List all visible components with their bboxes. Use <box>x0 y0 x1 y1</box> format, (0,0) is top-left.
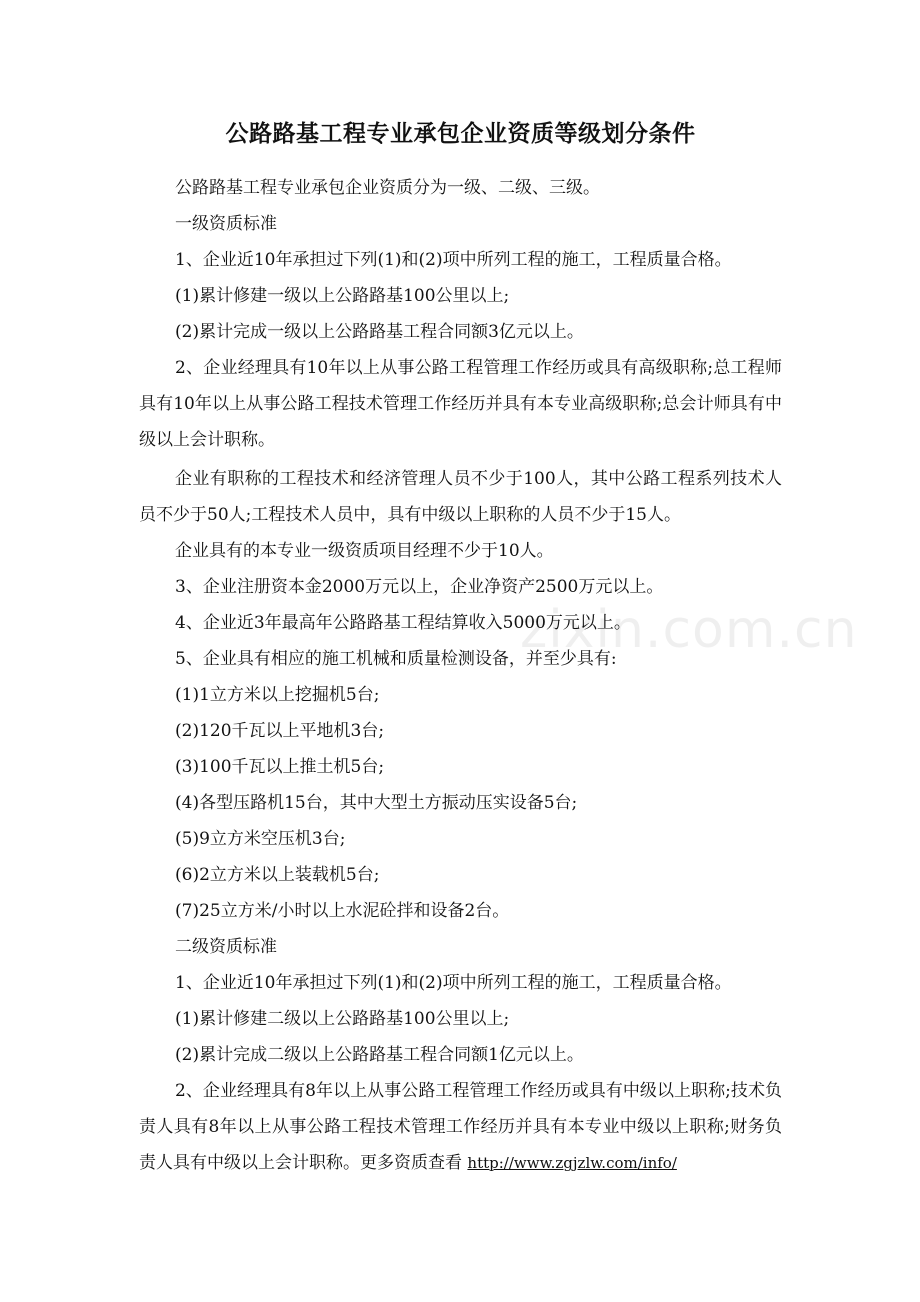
paragraph-l1-equip-6: (6)2立方米以上装载机5台; <box>175 865 380 885</box>
heading-level-two-standard: 二级资质标准 <box>175 937 277 957</box>
paragraph-l2-item-2 <box>139 1073 782 1181</box>
paragraph-intro: 公路路基工程专业承包企业资质分为一级、二级、三级。 <box>175 178 600 198</box>
paragraph-l1-staff: 企业有职称的工程技术和经济管理人员不少于100人，其中公路工程系列技术人员不少于50人;工程技术人员中，具有中级以上职称的人员不少于15人。 <box>139 469 782 525</box>
paragraph-l1-item-1: 1、企业近10年承担过下列(1)和(2)项中所列工程的施工，工程质量合格。 <box>175 250 732 270</box>
paragraph-l2-item-1: 1、企业近10年承担过下列(1)和(2)项中所列工程的施工，工程质量合格。 <box>175 973 732 993</box>
info-link[interactable]: http://www.zgjzlw.com/info/ <box>467 1154 677 1172</box>
paragraph-l1-equip-5: (5)9立方米空压机3台; <box>175 829 346 849</box>
paragraph-l1-sub-1: (1)累计修建一级以上公路路基100公里以上; <box>175 286 510 306</box>
paragraph-l1-sub-2: (2)累计完成一级以上公路路基工程合同额3亿元以上。 <box>175 322 584 342</box>
document-title: 公路路基工程专业承包企业资质等级划分条件 <box>225 121 696 147</box>
paragraph-l2-sub-2: (2)累计完成二级以上公路路基工程合同额1亿元以上。 <box>175 1045 584 1065</box>
paragraph-l1-managers: 企业具有的本专业一级资质项目经理不少于10人。 <box>175 541 554 561</box>
document-page <box>139 112 782 1181</box>
paragraph-l1-equip-3: (3)100千瓦以上推土机5台; <box>175 757 385 777</box>
paragraph-l2-sub-1: (1)累计修建二级以上公路路基100公里以上; <box>175 1009 510 1029</box>
paragraph-l1-equip-7: (7)25立方米/小时以上水泥砼拌和设备2台。 <box>175 901 510 921</box>
paragraph-l1-equip-4: (4)各型压路机15台，其中大型土方振动压实设备5台; <box>175 793 578 813</box>
paragraph-l1-item-3: 3、企业注册资本金2000万元以上，企业净资产2500万元以上。 <box>175 577 664 597</box>
paragraph-l1-equip-1: (1)1立方米以上挖掘机5台; <box>175 685 380 705</box>
paragraph-l1-item-2: 2、企业经理具有10年以上从事公路工程管理工作经历或具有高级职称;总工程师具有10年以上从事公路工程技术管理工作经历并具有本专业高级职称;总会计师具有中级以上会计职称。 <box>139 358 782 450</box>
heading-level-one-standard: 一级资质标准 <box>175 214 277 234</box>
paragraph-l1-equip-2: (2)120千瓦以上平地机3台; <box>175 721 385 741</box>
paragraph-l1-item-4: 4、企业近3年最高年公路路基工程结算收入5000万元以上。 <box>175 613 631 633</box>
watermark: zixin.com.cn <box>520 600 858 660</box>
paragraph-l2-item-2-text: 2、企业经理具有8年以上从事公路工程管理工作经历或具有中级以上职称;技术负责人具有8年以上从事公路工程技术管理工作经历并具有本专业中级以上职称;财务负责人具有中级以上会计职称。更多资质查看 <box>139 1081 782 1173</box>
paragraph-l1-item-5: 5、企业具有相应的施工机械和质量检测设备，并至少具有: <box>175 649 617 669</box>
